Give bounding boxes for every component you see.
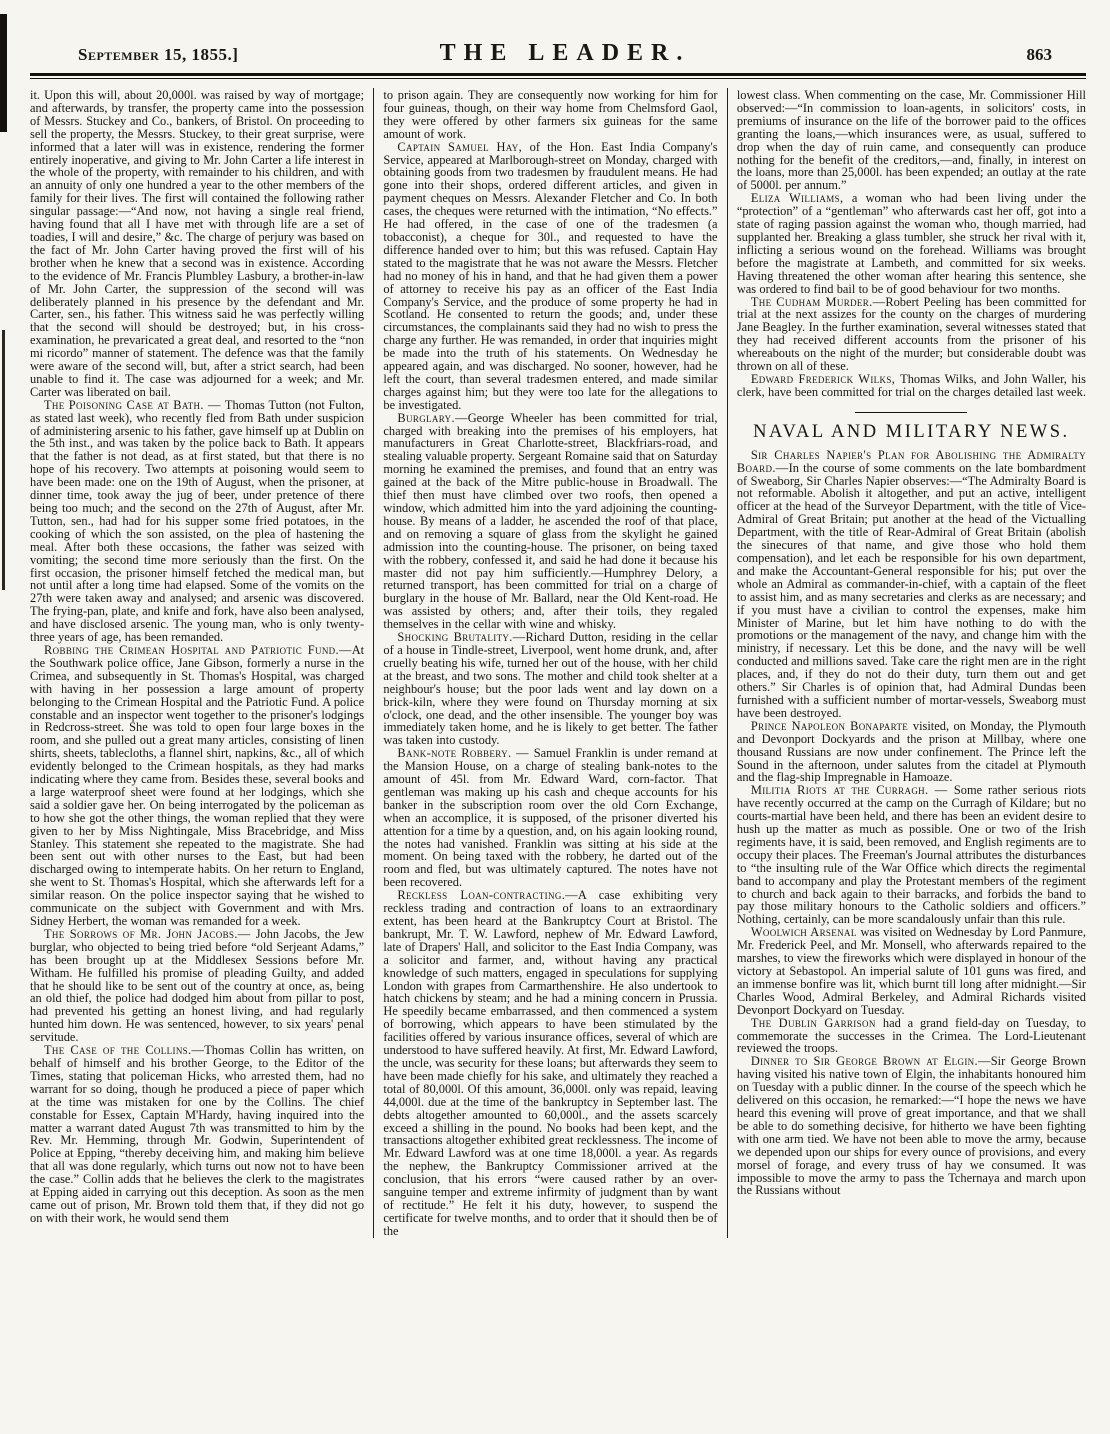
story-lead: Reckless Loan-contracting.— [397,888,578,903]
masthead [30,40,1086,67]
scan-artifact [0,14,7,132]
article-columns [30,88,1086,1238]
story-lead: The Sorrows of Mr. John Jacobs.— [44,926,256,941]
column-2 [374,88,726,1238]
news-paragraph: Sir Charles Napier's Plan for Abolishing the Admiralty Board.—In the course of some comments on the late bombardment of Sweaborg, Sir Charles Napier observes:—“The Admiralty Board is not reformable. Abolish it altogether, and put an active, intelligent officer at the head of the Surveyor Department, with the title of Vice-Admiral of Great Britain; put another at the head of the Victualling Department, with the title of Rear-Admiral of Great Britain (abolish the sinecures of that name, and give those who hold them compensation), and let each be responsible for his own department, and make the Accountant-General responsible for his; put over the whole an Admiral as commander-in-chief, with a captain of the fleet to assist him, and as many secretaries and clerks as are necessary; and if you must have a civilian to control the expenses, make him Minister of Marine, but let him have nothing to do with the promotions or the management of the navy, and change him with the ministry, if necessary. Let this be done, and the navy will be well conducted and millions saved. Take care the right men are in the right places, and, if they do not do their duty, turn them out and get others.” Sir Charles is of opinion that, had Admiral Dundas been furnished with a sufficient number of mortar-vessels, Sweaborg must have been destroyed. [736,447,1086,720]
story-lead: Sir Charles Napier's Plan for Abolishing the Admiralty Board.— [736,447,1086,475]
story-lead: Captain Samuel Hay, [397,139,530,154]
scan-artifact [2,330,5,590]
news-paragraph: Robbing the Crimean Hospital and Patriotic Fund.—At the Southwark police office, Jane Gibson, formerly a nurse in the Crimea, and subsequently in St. Thomas's Hospital, was charged with having in her possession a large amount of property belonging to the Crimean Hospital and the Patriotic Fund. A police constable and an inspector went together to the prisoner's lodgings in Redcross-street. She was told to open four large boxes in the room, and she pulled out a great many articles, consisting of linen shirts, sheets, tablecloths, a flannel shirt, napkins, &c., all of which evidently belonged to the Crimean hospitals, as they had marks indicating where they came from. Besides these, several books and a large waterproof sheet were found at her lodgings, which she said a soldier gave her. On being interrogated by the policeman as to how she got the other things, the woman replied that they were given to her by Miss Nightingale, Miss Bracebridge, and Miss Stanley. This statement she repeated to the magistrate. She had been sent out with other nurses to the East, but had been discharged owing to intemperate habits. On her return to England, she went to St. Thomas's Hospital, which she afterwards left for a similar reason. On the police inspector saying that he wished to communicate on the subject with Government and with Mrs. Sidney Herbert, the woman was remanded for a week. [30,642,365,928]
story-lead: Burglary.— [397,410,468,425]
news-paragraph: Prince Napoleon Bonaparte visited, on Monday, the Plymouth and Devonport Dockyards and the prison at Millbay, where one thousand Russians are now under confinement. The Prince left the Sound in the afternoon, under salutes from the citadel at Plymouth and the flag-ship Impregnable in Hamoaze. [736,718,1086,785]
news-paragraph: Dinner to Sir George Brown at Elgin.—Sir George Brown having visited his native town of Elgin, the inhabitants honoured him on Tuesday with a public dinner. In the course of the speech which he delivered on this occasion, he remarked:—“I hope the news we have heard this evening will prove of great importance, and that we shall be able to do something decisive, for hitherto we have been fighting with one arm tied. We have not been able to move the army, because we depended upon our ships for every ounce of provisions, and every morsel of forage, and every truss of hay we consumed. It was impossible to move the army to pass the Tchernaya and march upon the Russians without [736,1054,1086,1198]
news-paragraph: Shocking Brutality.—Richard Dutton, residing in the cellar of a house in Tindle-street, Liverpool, went home drunk, and, after cruelly beating his wife, turned her out of the house, with her child at the breast, and two sons. The mother and child took shelter at a neighbour's house; but the poor lads went and lay down on a brick-kiln, where they were found on Thursday morning at six o'clock, one dead, and the other insensible. The younger boy was immediately taken home, and he is likely to get better. The father was taken into custody. [383,630,718,748]
news-paragraph: Bank-note Robbery. — Samuel Franklin is under remand at the Mansion House, on a charge of stealing bank-notes to the amount of 45l. from Mr. Edward Ward, corn-factor. That gentleman was making up his cash and cheque accounts for his banker in the subscription room over the old Corn Exchange, when an accomplice, it is supposed, of the prisoner diverted his attention for a time by a question, and, on his again looking round, the notes had vanished. Franklin was sitting at his side at the moment. On being taxed with the robbery, he darted out of the room and fled, but was ultimately captured. The notes have not been recovered. [383,746,718,890]
story-lead: The Dublin Garrison [750,1015,883,1030]
masthead-rule [30,73,1086,79]
news-paragraph: to prison again. They are consequently now working for him for four guineas, though, on their way home from Chelmsford Gaol, they were offered by other farmers six guineas for the same amount of work. [383,88,718,141]
news-paragraph: The Poisoning Case at Bath. — Thomas Tutton (not Fulton, as stated last week), who recently fled from Bath under suspicion of administering arsenic to his father, gave himself up at Dublin on the 5th inst., and was taken by the police back to Bath. It appears that the father is not dead, as at first stated, but that there is no hope of his recovery. Two attempts at poisoning would seem to have been made: one on the 19th of August, when the prisoner, at dinner time, took away the jug of beer, under pretence of there being too much; and the second on the 27th of August, after Mr. Tutton, sen., had had for his supper some fried potatoes, in the cooking of which the son assisted, on the plea of hastening the meal. After both these occasions, the father was seized with vomiting; the second time more seriously than the first. On the first occasion, the prisoner himself fetched the medical man, but not until after a long time had elapsed. Some of the vomits on the 27th were taken away and analysed; and arsenic was discovered. The frying-pan, plate, and knife and fork, have also been analysed, and have disclosed arsenic. The young man, who is only twenty-three years of age, has been remanded. [30,397,365,645]
story-lead: Woolwich Arsenal [750,925,861,940]
story-lead: The Cudham Murder.— [750,294,886,309]
news-paragraph: Woolwich Arsenal was visited on Wednesday by Lord Panmure, Mr. Frederick Peel, and Mr. Monsell, who afterwards repaired to the marshes, to view the fireworks which were displayed in honour of the victory at Sebastopol. An imperial salute of 101 guns was fired, and an immense bonfire was lit, which burnt till long after midnight.—Sir Charles Wood, Admiral Berkeley, and Admiral Richards visited Devonport Dockyard on Tuesday. [736,925,1086,1017]
news-paragraph: The Sorrows of Mr. John Jacobs.— John Jacobs, the Jew burglar, who objected to being tried before “old Serjeant Adams,” has been brought up at the Middlesex Sessions before Mr. Witham. He fulfilled his promise of pleading Guilty, and added that he should like to be sent out of the country at once, as, being an old thief, the police had dodged him about from pillar to post, had prevented his getting an honest living, and had regularly hunted him down. He was sentenced, however, to six years' penal servitude. [30,926,365,1045]
column-1 [30,88,373,1238]
story-lead: Militia Riots at the Curragh. — [750,783,954,798]
story-lead: The Case of the Collins.— [44,1043,205,1058]
page-number: 863 [1026,45,1053,64]
news-paragraph: Burglary.—George Wheeler has been committed for trial, charged with breaking into the premises of his employers, hat manufacturers in Great Charlotte-street, Blackfriars-road, and stealing valuable property. Sergeant Romaine said that on Saturday morning he examined the premises, and found that an entry was gained at the back of the Mitre public-house in Broadwall. The thief then must have climbed over two roofs, then opened a window, which admitted him into the yard adjoining the counting-house. By means of a ladder, he ascended the roof of that place, and on removing a square of glass from the skylight he gained admission into the counting-house. The prisoner, on being taxed with the robbery, confessed it, and said he had done it because his master did not pay him sufficiently.—Humphrey Delory, a returned transport, has been committed for trial on a charge of burglary in the house of Mr. Ballard, near the Old Kent-road. He was assisted by others; and, after their toils, they regaled themselves in the cellar with wine and whisky. [383,410,718,632]
news-paragraph: lowest class. When commenting on the case, Mr. Commissioner Hill observed:—“In commission to loan-agents, in solicitors' costs, in premiums of insurance on the life of the borrower paid to the offices granting the loans,—which insurances were, as usual, suffered to drop when the day of ruin came, and consequently can produce nothing for the benefit of the creditors,—and, finally, in interest on the loans, more than 25,000l. has been expended; an outlay at the rate of 5000l. per annum.” [736,88,1086,193]
column-3 [728,88,1086,1238]
story-lead: Prince Napoleon Bonaparte [750,718,913,733]
news-paragraph: The Cudham Murder.—Robert Peeling has been committed for trial at the next assizes for the county on the charges of murdering Jane Beagley. In the further examination, several witnesses stated that they had received different accounts from the prisoner of his whereabouts on the night of the murder; but considerable doubt was thrown on all of these. [736,294,1086,374]
news-paragraph: Militia Riots at the Curragh. — Some rather serious riots have recently occurred at the camp on the Curragh of Kildare; but no courts-martial have been held, and there has been an evident desire to hush up the matter as much as possible. One or two of the Irish regiments have, it is said, been removed, and English regiments are to occupy their places. The Freeman's Journal attributes the disturbances to “the insulting rule of the War Office which directs the regimental band to accompany and play the Protestant members of the regiment to church and back again to their barracks, and forbids the band to pay those military honours to the Catholic soldiers and officers.” Nothing, certainly, can be more scandalously unfair than this rule. [736,783,1086,927]
section-heading: NAVAL AND MILITARY NEWS. [753,421,1070,442]
news-paragraph: Edward Frederick Wilks, Thomas Wilks, and John Waller, his clerk, have been committed for trial on the charges detailed last week. [736,371,1086,399]
story-lead: Bank-note Robbery. — [397,746,534,761]
story-lead: Eliza Williams, [750,191,852,206]
story-lead: Shocking Brutality.— [397,630,526,645]
issue-date: September 15, 1855.] [78,45,239,64]
story-lead: Dinner to Sir George Brown at Elgin.— [750,1054,991,1069]
news-paragraph: The Case of the Collins.—Thomas Collin has written, on behalf of himself and his brother George, to the Editor of the Times, stating that policeman Hicks, who arrested them, had no warrant for so doing, though he produced a piece of paper which at the time was mistaken for one by the Collins. The chief constable for Essex, Captain M'Hardy, having inquired into the matter a warrant dated August 7th was transmitted to him by the Rev. Mr. Hemming, through Mr. Godwin, Superintendent of Police at Epping, “thereby deceiving him, and making him believe that all was done regularly, which turns out now not to have been the case.” Collin adds that he believes the clerk to the magistrates at Epping aided in carrying out this deception. As soon as the men came out of prison, Mr. Brown told them that, if they did not go on with their work, he would send them [30,1043,365,1225]
news-paragraph: it. Upon this will, about 20,000l. was raised by way of mortgage; and afterwards, by transfer, the property came into the possession of Messrs. Stuckey and Co., bankers, of Bristol. On proceeding to sell the property, the Messrs. Stuckey, to their great surprise, were informed that a later will was in existence, rendering the former entirely inoperative, and giving to Mr. John Carter a life interest in the whole of the property, with remainder to his children, and with an annuity of only one hundred a year to the other members of the family for their lives. The first will contained the following rather singular passage:—“And now, not having a single real friend, having found that all I have met with through life are a set of toadies, I will and desire,” &c. The charge of perjury was based on the fact of Mr. John Carter having proved the first will of his brother when he knew that a second was in existence. According to the evidence of Mr. Francis Plumbley Lasbury, a brother-in-law of Mr. John Carter, the suppression of the second will was deliberately planned in his presence by the defendant and Mr. Carter, sen., his father. This witness said he was perfectly willing that the second will should be destroyed; but, in his cross-examination, he prevaricated a great deal, and resorted to the “non mi ricordo” manner of statement. The defence was that the family were aware of the second will, but, after a strict search, had been unable to find it. The case was adjourned for a week; and Mr. Carter was liberated on bail. [30,88,365,399]
section-divider-rule [855,412,967,413]
page-title: THE LEADER. [439,40,691,66]
story-lead: Robbing the Crimean Hospital and Patriotic Fund.— [44,642,352,657]
news-paragraph: Captain Samuel Hay, of the Hon. East India Company's Service, appeared at Marlborough-street on Monday, charged with obtaining goods from two tradesmen by fraudulent means. He had gone into their shops, ordered different articles, and given in payment cheques on Messrs. Alexander Fletcher and Co. In both cases, the cheques were returned with the intimation, “No effects.” He had offered, in the case of one of the tradesmen (a tobacconist), a cheque for 30l., and requested to have the difference handed over to him; but this was refused. Captain Hay stated to the magistrate that he was not aware the Messrs. Fletcher had no money of his in hand, and that he had given them a power of attorney to receive his pay as an officer of the East India Company's Service, and the produce of some property he had in Scotland. He consented to return the goods; and, under these circumstances, the complainants said they had no wish to press the charge any further. He was remanded, in order that inquiries might be made into the truth of his statements. On Wednesday he appeared again, and was discharged. No sooner, however, had he left the court, than several tradesmen entered, and made similar charges against him; but they were too late for the allegations to be investigated. [383,139,718,412]
news-paragraph: Eliza Williams, a woman who had been living under the “protection” of a “gentleman” who afterwards cast her off, got into a state of raging passion against the woman who, though married, had supplanted her. Breaking a glass tumbler, she struck her rival with it, inflicting a serious wound on the forehead. Williams was brought before the magistrate at Lambeth, and committed for six weeks. Having threatened the other woman after hearing this sentence, she was ordered to find bail to be of good behaviour for two months. [736,191,1086,296]
story-lead: The Poisoning Case at Bath. — [44,397,225,412]
news-paragraph: Reckless Loan-contracting.—A case exhibiting very reckless trading and contraction of loans to an extraordinary extent, has been heard at the Bankruptcy Court at Bristol. The bankrupt, Mr. T. W. Lawford, nephew of Mr. Edward Lawford, late of Drapers' Hall, and solicitor to the East India Company, was a solicitor and farmer, and, without having any practical knowledge of such matters, engaged in speculations for supplying London with grapes from Carmarthenshire. He also undertook to hatch chickens by steam; and he had a mining concern in Prussia. He speedily became embarrassed, and then commenced a system of borrowing, which appears to have been stimulated by the facilities offered by various insurance offices, several of which are understood to have suffered heavily. At first, Mr. Edward Lawford, the uncle, was security for these loans; but afterwards they seem to have been made chiefly for his sake, and ultimately they reached a total of 80,000l. Of this amount, 36,000l. only was repaid, leaving 44,000l. due at the time of the bankruptcy in September last. The debts altogether amounted to 60,000l., and the assets scarcely exceed a shilling in the pound. No books had been kept, and the transactions altogether exhibited great recklessness. The income of Mr. Edward Lawford was at one time 18,000l. a year. As regards the nephew, the Bankruptcy Commissioner arrived at the conclusion, that his errors “were caused rather by an over-sanguine temper and extreme infirmity of judgment than by want of rectitude.” He felt it his duty, however, to suspend the certificate for twelve months, and to order that it should then be of the [383,888,718,1238]
story-lead: Edward Frederick Wilks, [750,371,901,386]
news-paragraph: The Dublin Garrison had a grand field-day on Tuesday, to commemorate the successes in the Crimea. The Lord-Lieutenant reviewed the troops. [736,1015,1087,1056]
